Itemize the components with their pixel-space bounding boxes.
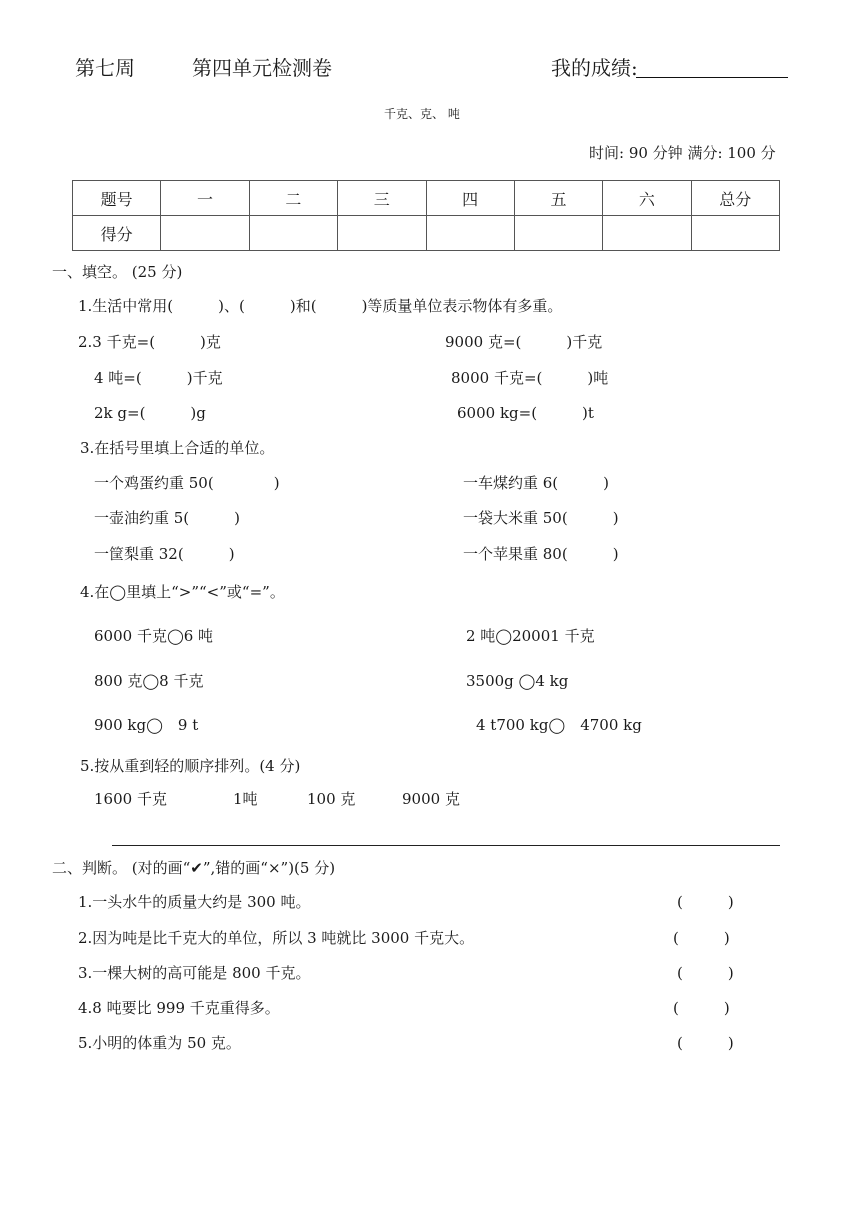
question-4-left-2: 800 克◯8 千克 bbox=[94, 672, 204, 690]
score-cell[interactable] bbox=[514, 216, 602, 251]
score-table-header-row bbox=[73, 181, 780, 216]
score-cell[interactable] bbox=[249, 216, 337, 251]
table-cell-header: 二 bbox=[249, 181, 337, 216]
question-4-right-1: 2 吨◯20001 千克 bbox=[466, 627, 595, 645]
table-cell-header: 六 bbox=[603, 181, 691, 216]
section1-heading: 一、填空。 (25 分) bbox=[52, 263, 183, 281]
question-3-right-3: 一个苹果重 80( ) bbox=[463, 545, 619, 563]
question-2-right-2: 8000 千克=( )吨 bbox=[451, 369, 609, 387]
question-3-right-2: 一袋大米重 50( ) bbox=[463, 509, 619, 527]
judge-answer-blank-2[interactable]: ( ) bbox=[673, 929, 730, 947]
score-table-score-row bbox=[73, 216, 780, 251]
page-title: 第四单元检测卷 bbox=[192, 56, 332, 80]
judge-answer-blank-3[interactable]: ( ) bbox=[677, 964, 734, 982]
judge-item-5: 5.小明的体重为 50 克。 bbox=[78, 1034, 241, 1052]
question-5-item-4: 9000 克 bbox=[402, 790, 460, 808]
question-4-right-3: 4 t700 kg◯ 4700 kg bbox=[476, 716, 642, 734]
score-blank-line[interactable] bbox=[636, 77, 788, 78]
section2-heading: 二、判断。 (对的画“✔”,错的画“×”)(5 分) bbox=[52, 859, 336, 877]
time-info: 时间: 90 分钟 满分: 100 分 bbox=[589, 144, 776, 162]
question-2-right-1: 9000 克=( )千克 bbox=[445, 333, 603, 351]
question-3: 3.在括号里填上合适的单位。 bbox=[80, 439, 275, 457]
table-cell-header: 一 bbox=[161, 181, 249, 216]
subtitle: 千克、克、 吨 bbox=[384, 107, 460, 121]
question-3-left-1: 一个鸡蛋约重 50( ) bbox=[94, 474, 280, 492]
judge-answer-blank-4[interactable]: ( ) bbox=[673, 999, 730, 1017]
table-cell-header: 五 bbox=[514, 181, 602, 216]
question-4: 4.在◯里填上“>”“<”或“=”。 bbox=[80, 583, 285, 601]
judge-answer-blank-5[interactable]: ( ) bbox=[677, 1034, 734, 1052]
judge-item-4: 4.8 吨要比 999 千克重得多。 bbox=[78, 999, 280, 1017]
question-5-item-1: 1600 千克 bbox=[94, 790, 167, 808]
score-table bbox=[72, 180, 780, 251]
table-row-label: 得分 bbox=[73, 216, 161, 251]
answer-line[interactable] bbox=[112, 845, 780, 846]
week-label: 第七周 bbox=[75, 56, 135, 80]
question-4-right-2: 3500g ◯4 kg bbox=[466, 672, 569, 690]
score-cell[interactable] bbox=[603, 216, 691, 251]
question-3-right-1: 一车煤约重 6( ) bbox=[463, 474, 610, 492]
table-cell-header: 总分 bbox=[691, 181, 779, 216]
question-5: 5.按从重到轻的顺序排列。(4 分) bbox=[80, 757, 301, 775]
score-cell[interactable] bbox=[691, 216, 779, 251]
question-2-left-3: 2k g=( )g bbox=[94, 404, 206, 422]
question-3-left-3: 一筐梨重 32( ) bbox=[94, 545, 235, 563]
score-label: 我的成绩: bbox=[551, 56, 638, 80]
judge-answer-blank-1[interactable]: ( ) bbox=[677, 893, 734, 911]
question-3-left-2: 一壶油约重 5( ) bbox=[94, 509, 241, 527]
score-cell[interactable] bbox=[161, 216, 249, 251]
question-5-item-2: 1吨 bbox=[233, 790, 258, 808]
question-2-left-2: 4 吨=( )千克 bbox=[94, 369, 223, 387]
table-cell-header: 四 bbox=[426, 181, 514, 216]
question-5-item-3: 100 克 bbox=[307, 790, 356, 808]
judge-item-1: 1.一头水牛的质量大约是 300 吨。 bbox=[78, 893, 311, 911]
question-4-left-1: 6000 千克◯6 吨 bbox=[94, 627, 214, 645]
question-4-left-3: 900 kg◯ 9 t bbox=[94, 716, 199, 734]
question-1: 1.生活中常用( )、( )和( )等质量单位表示物体有多重。 bbox=[78, 297, 563, 315]
score-cell[interactable] bbox=[426, 216, 514, 251]
score-cell[interactable] bbox=[338, 216, 426, 251]
judge-item-2: 2.因为吨是比千克大的单位，所以 3 吨就比 3000 千克大。 bbox=[78, 929, 475, 947]
question-2-right-3: 6000 kg=( )t bbox=[457, 404, 594, 422]
judge-item-3: 3.一棵大树的高可能是 800 千克。 bbox=[78, 964, 311, 982]
table-cell-header: 三 bbox=[338, 181, 426, 216]
table-cell-header: 题号 bbox=[73, 181, 161, 216]
question-2-left-1: 2.3 千克=( )克 bbox=[78, 333, 221, 351]
